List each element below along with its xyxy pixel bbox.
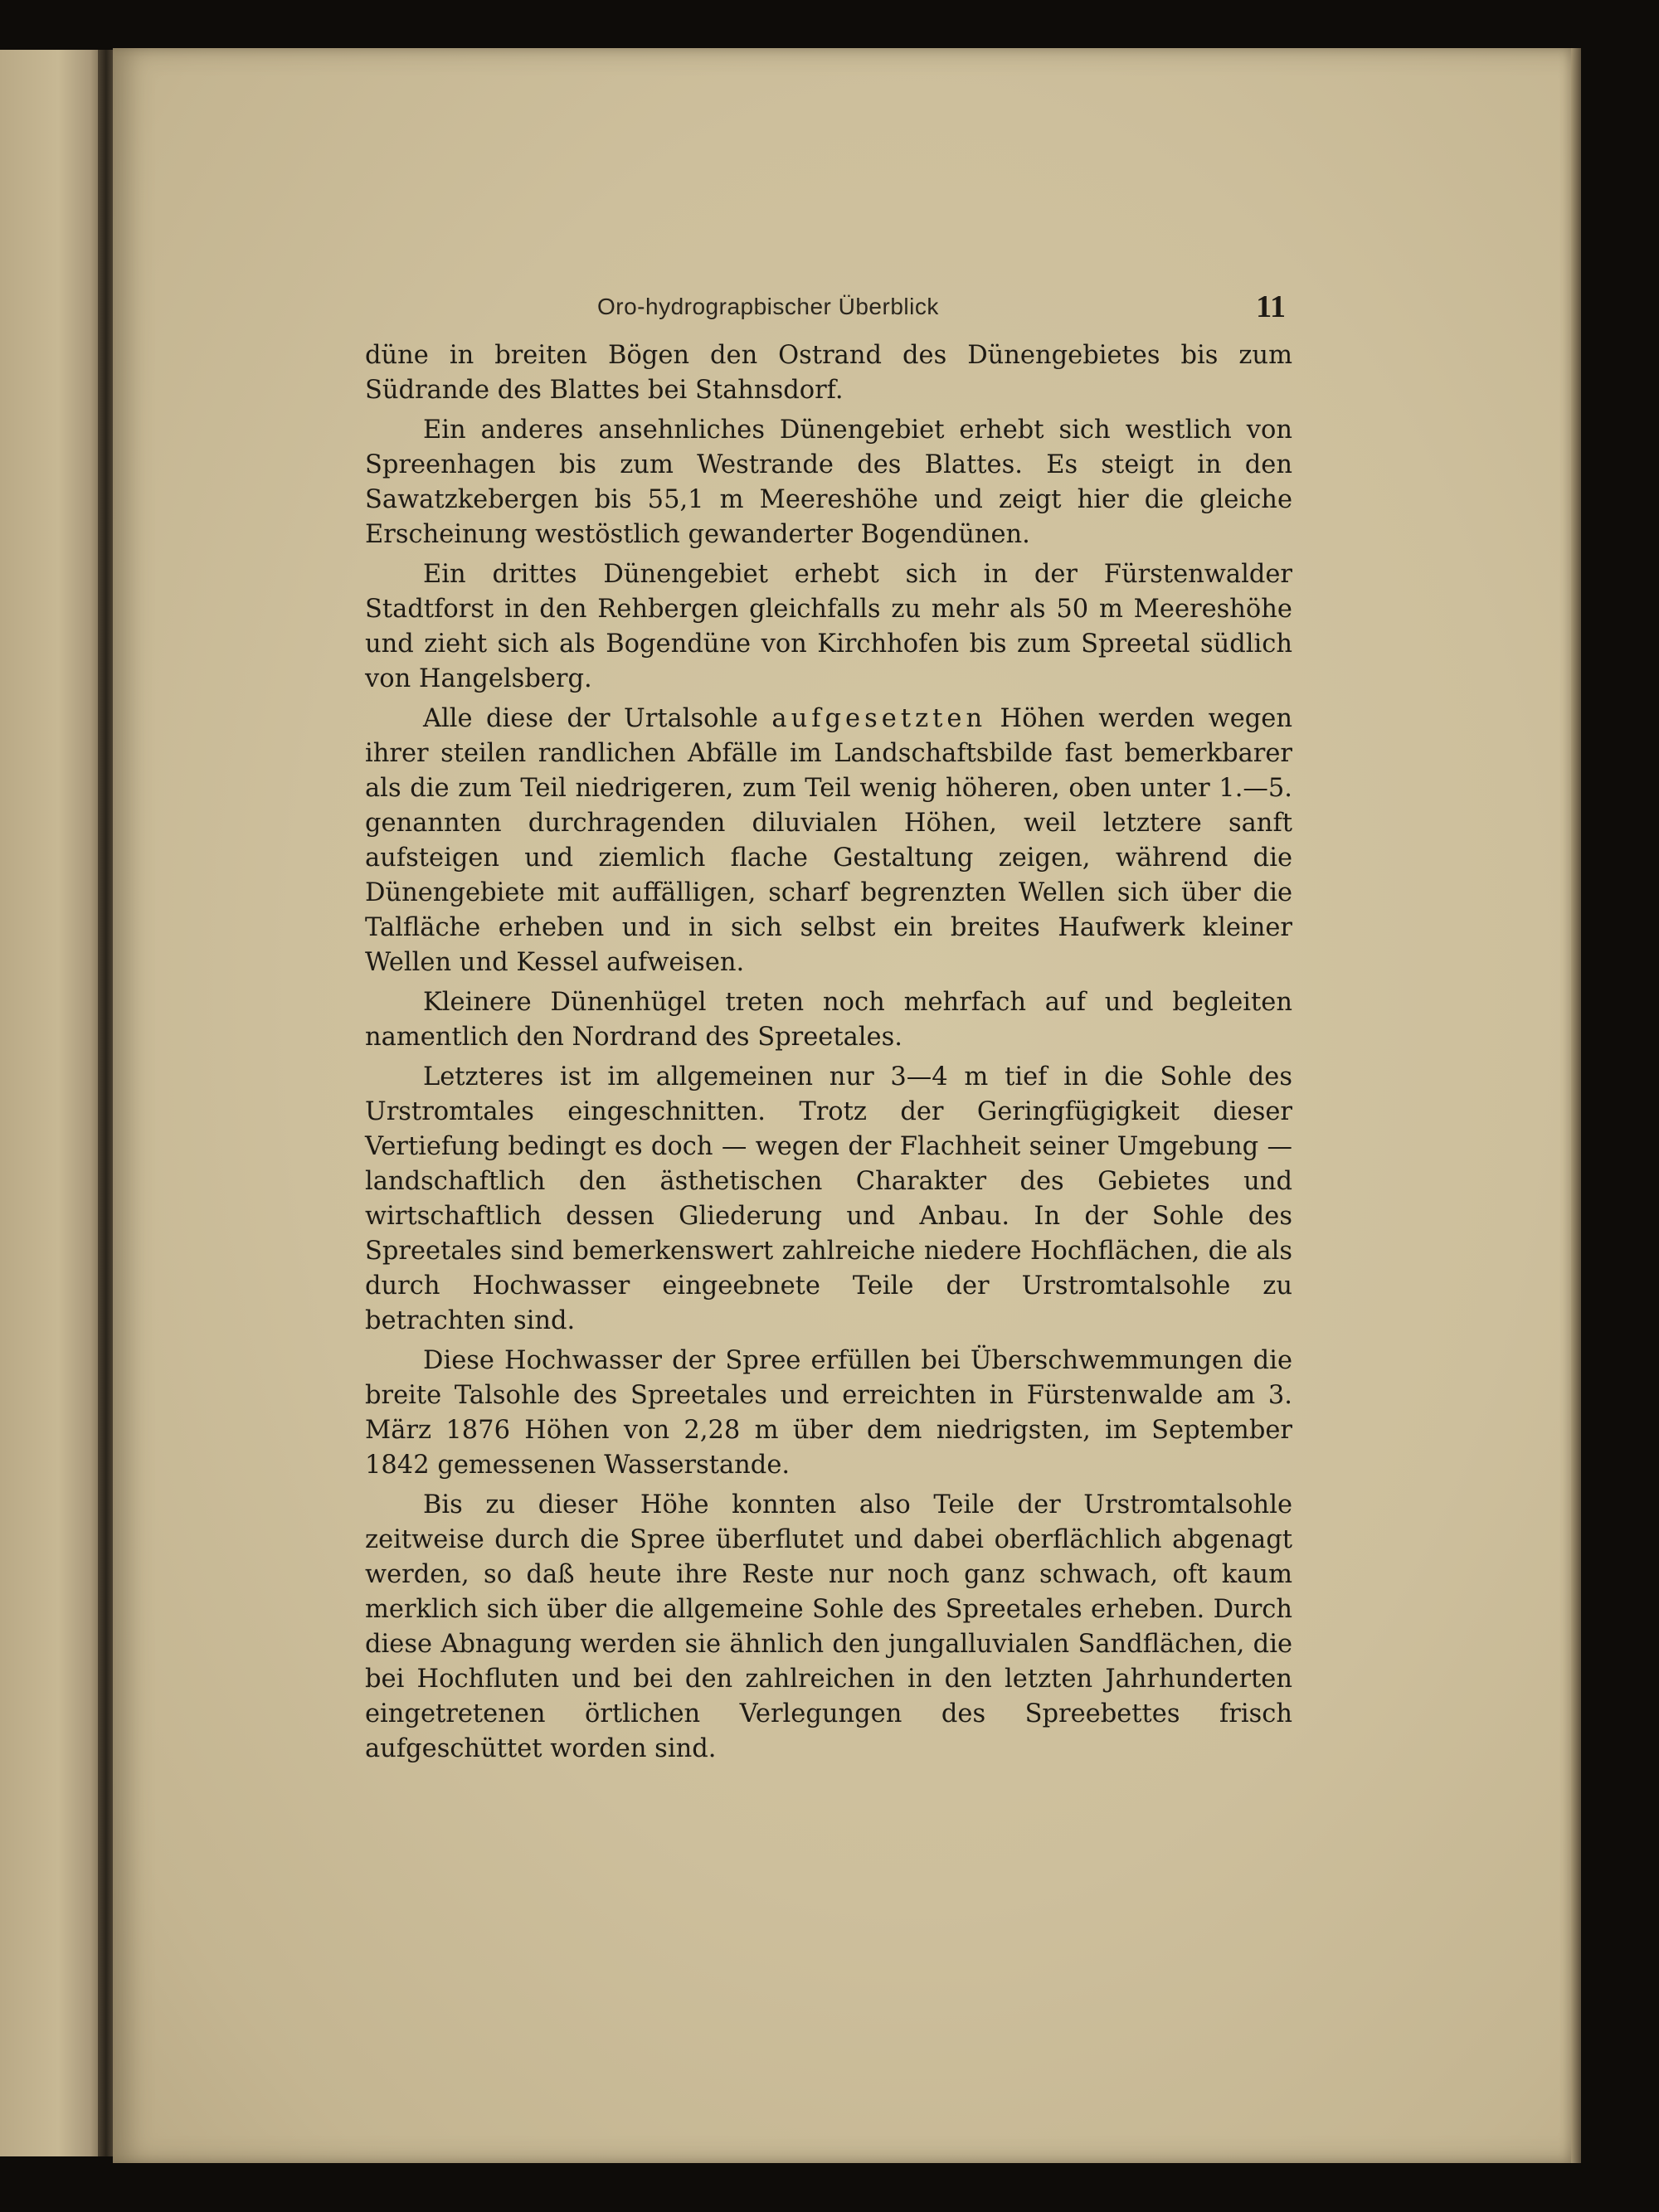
paragraph-3: Ein drittes Dünengebiet erhebt sich in der Fürstenwalder Stadtforst in den Rehbergen gleichfalls zu mehr als 50 m Meereshöhe und zieht sich als Bogendüne von Kirchhofen bis zum Spreetal südlich von Hangelsberg. (365, 560, 1292, 693)
left-page-edge (0, 50, 106, 2156)
paragraph-5: Kleinere Dünenhügel treten noch mehrfach auf und begleiten namentlich den Nordrand des Spreetales. (365, 988, 1292, 1052)
paragraph-2: Ein anderes ansehnliches Dünengebiet erhebt sich westlich von Spreenhagen bis zum Westrande des Blattes. Es steigt in den Sawatzkebergen bis 55,1 m Meereshöhe und zeigt hier die gleiche Erscheinung westöstlich gewanderter Bogendünen. (365, 416, 1292, 549)
page-text-block (365, 289, 1292, 1772)
running-head-title: Oro-hydrograpbischer Überblick (597, 294, 939, 319)
paragraph-7: Diese Hochwasser der Spree erfüllen bei Überschwemmungen die breite Talsohle des Spreetales und erreichten in Fürstenwalde am 3. März 1876 Höhen von 2,28 m über dem niedrigsten, im September 1842 gemessenen Wasserstande. (365, 1346, 1292, 1480)
page-number: 11 (1256, 289, 1286, 324)
paragraph-4-start: Alle diese der Urtalsohle (423, 704, 772, 733)
paragraph-1: düne in breiten Bögen den Ostrand des Dünengebietes bis zum Südrande des Blattes bei Stahnsdorf. (365, 341, 1292, 405)
paragraph-6: Letzteres ist im allgemeinen nur 3—4 m tief in die Sohle des Urstromtales eingeschnitten. Trotz der Geringfügigkeit dieser Vertiefung bedingt es doch — wegen der Flachheit seiner Umgebung — landschaftlich den ästhetischen Charakter des Gebietes und wirtschaftlich dessen Gliederung und Anbau. In der Sohle des Spreetales sind bemerkenswert zahlreiche niedere Hochflächen, die als durch Hochwasser eingeebnete Teile der Urstromtalsohle zu betrachten sind. (365, 1062, 1292, 1335)
paragraph-4 (365, 702, 1292, 980)
paragraph-4-end: Höhen werden wegen ihrer steilen randlichen Abfälle im Landschaftsbilde fast bemerkbarer als die zum Teil niedrigeren, zum Teil wenig höheren, oben unter 1.—5. genannten durchragenden diluvialen Höhen, weil letztere sanft aufsteigen und ziemlich flache Gestaltung zeigen, während die Dünengebiete mit auffälligen, scharf begrenzten Wellen sich über die Talfläche erheben und in sich selbst ein breites Haufwerk kleiner Wellen und Kessel aufweisen. (365, 704, 1292, 977)
body-text (365, 338, 1292, 1767)
running-head (365, 289, 1292, 338)
right-page-edge (1571, 48, 1581, 2163)
paragraph-4-emphasis: aufgesetzten (771, 704, 987, 733)
paragraph-8: Bis zu dieser Höhe konnten also Teile der Urstromtalsohle zeitweise durch die Spree überflutet und dabei oberflächlich abgenagt werden, so daß heute ihre Reste nur noch ganz schwach, oft kaum merklich sich über die allgemeine Sohle des Spreetales erheben. Durch diese Abnagung werden sie ähnlich den jungalluvialen Sandflächen, die bei Hochfluten und bei den zahlreichen in den letzten Jahrhunderten eingetretenen örtlichen Verlegungen des Spreebettes frisch aufgeschüttet worden sind. (365, 1490, 1292, 1763)
